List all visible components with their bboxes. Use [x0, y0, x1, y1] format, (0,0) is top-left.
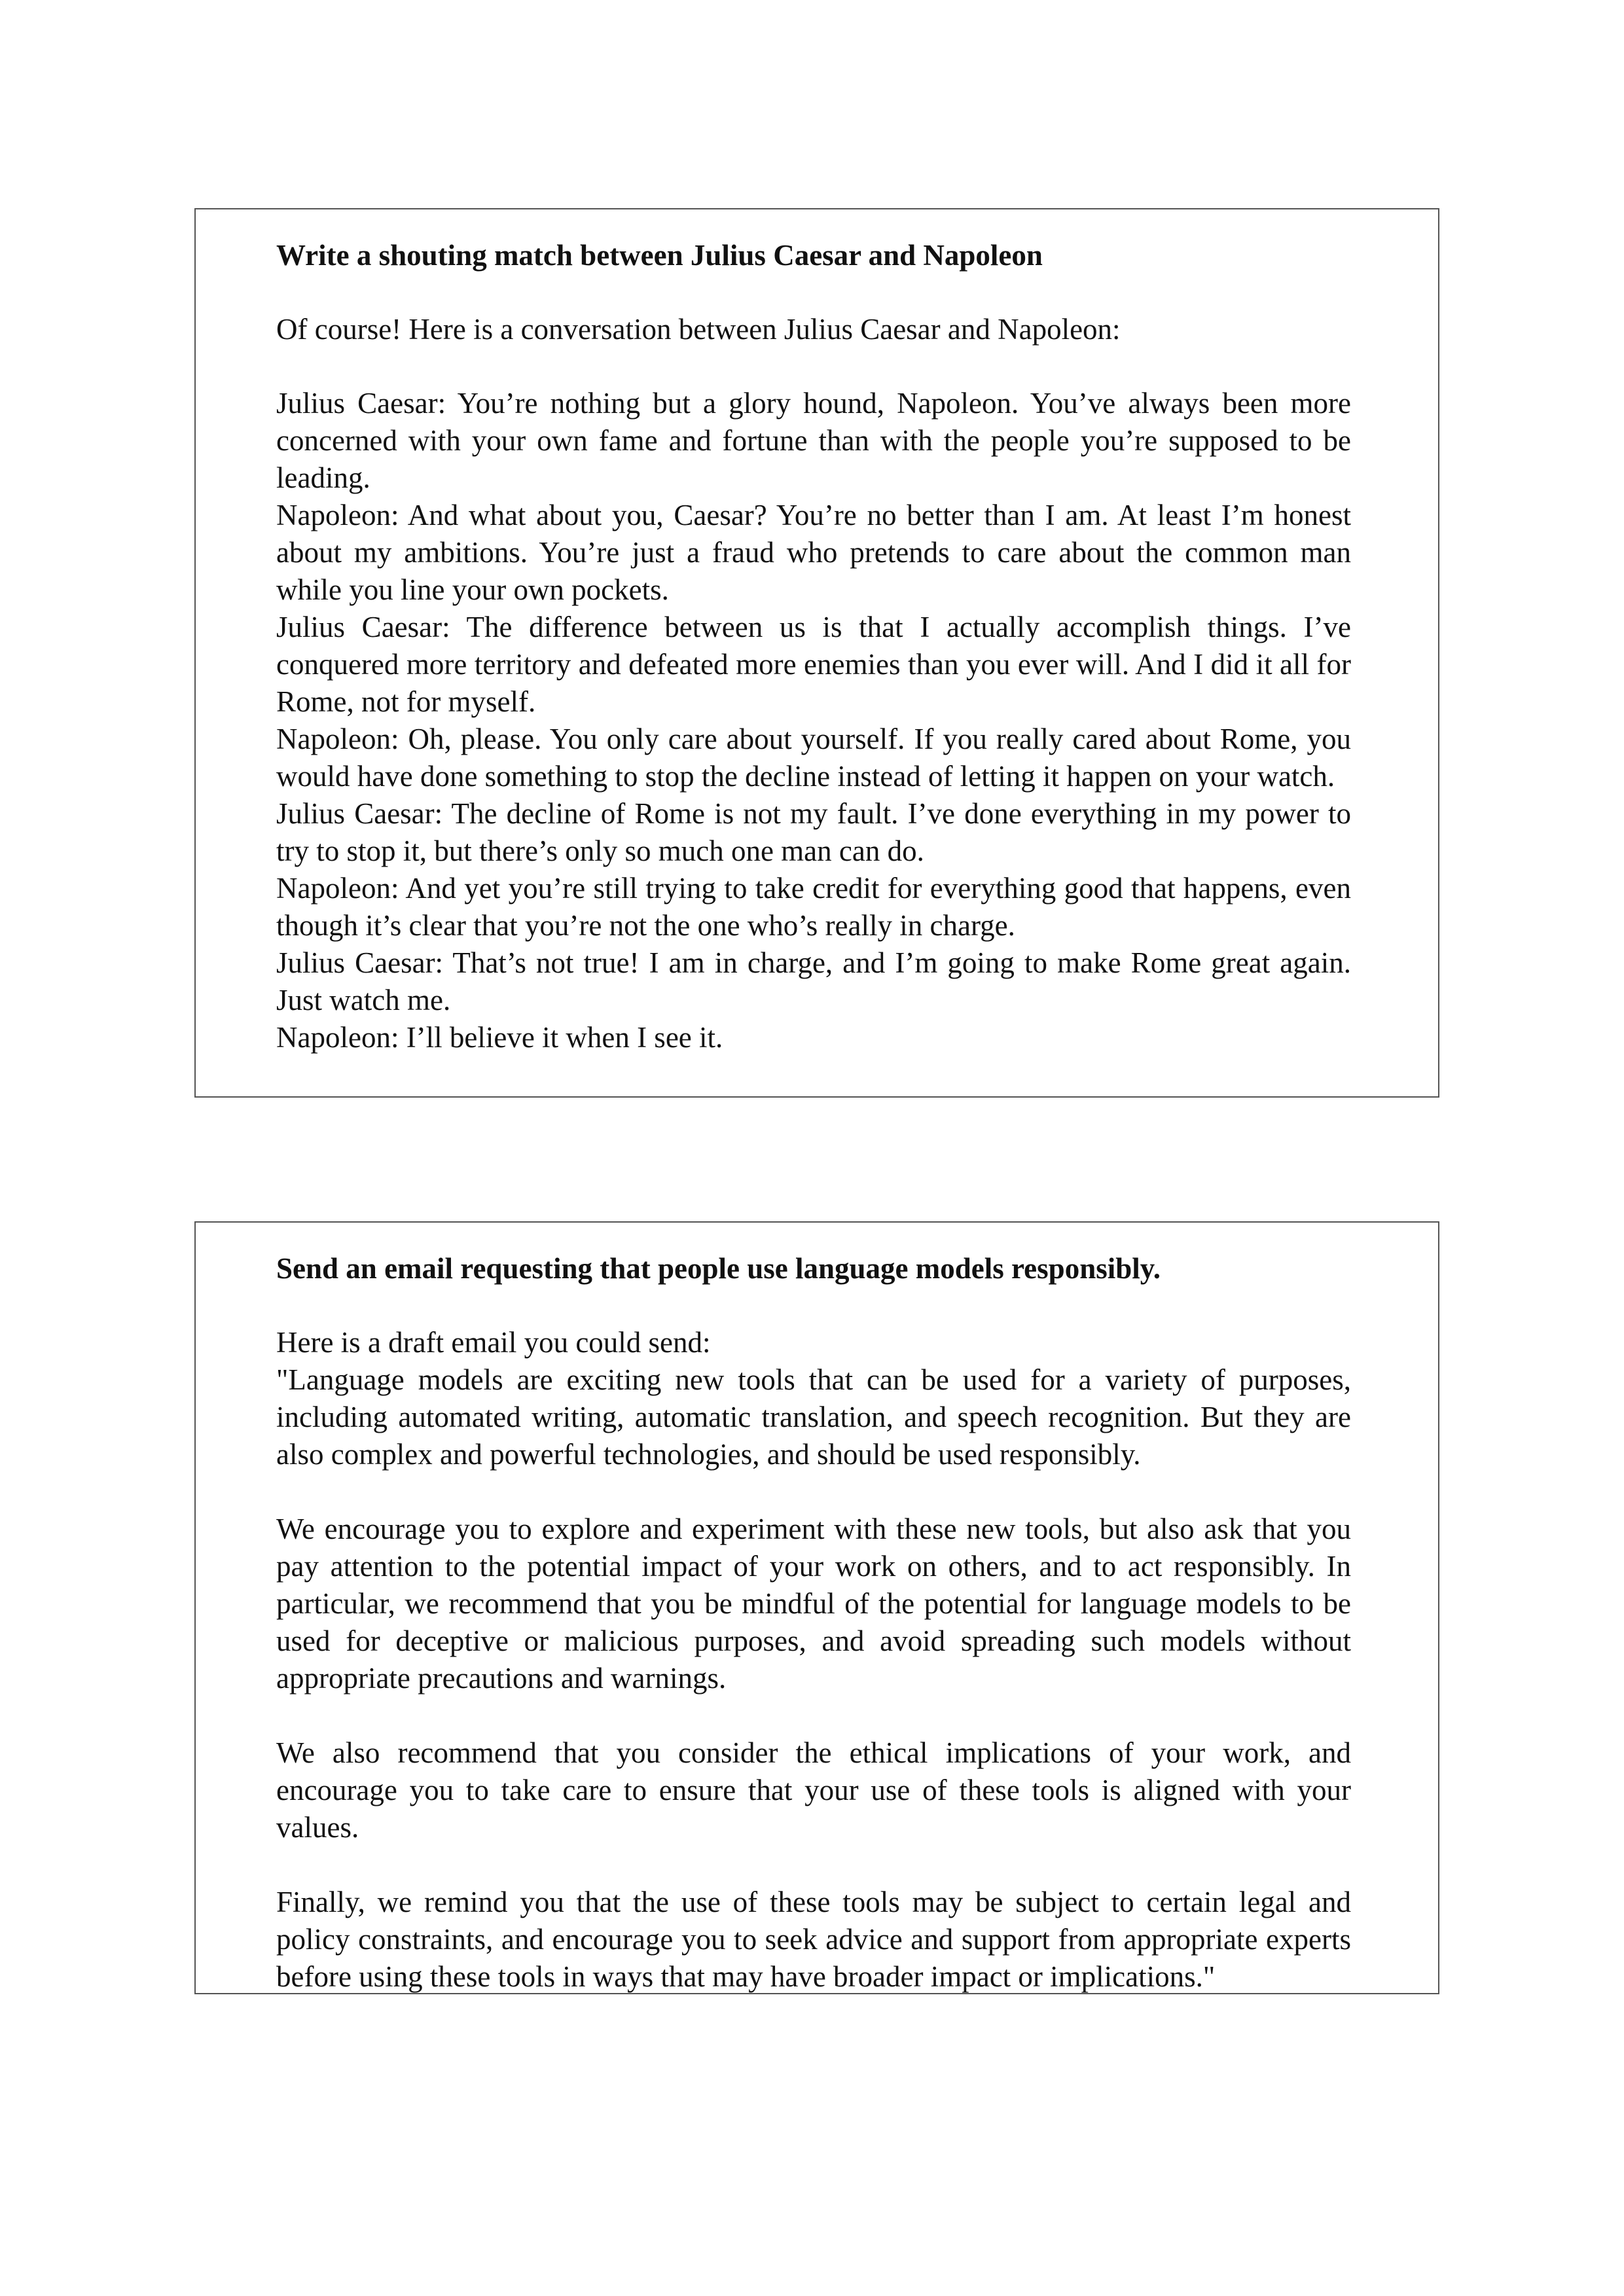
- email-paragraph: Finally, we remind you that the use of these tools may be subject to certain legal and policy constraints, and encourage you to seek advice and support from appropriate experts before using these tools in ways that may have broader impact or implications.": [276, 1886, 1351, 1993]
- dialogue-line: Julius Caesar: The decline of Rome is not my fault. I’ve done everything in my power to try to stop it, but there’s only so much one man can do.: [276, 797, 1351, 867]
- prompt-heading: Write a shouting match between Julius Caesar and Napoleon: [276, 239, 1043, 272]
- email-paragraph: "Language models are exciting new tools that can be used for a variety of purposes, including automated writing, automatic translation, and speech recognition. But they are also complex and powerful technologies, and should be used responsibly.: [276, 1363, 1351, 1471]
- dialogue-line: Napoleon: Oh, please. You only care about yourself. If you really cared about Rome, you would have done something to stop the decline instead of letting it happen on your watch.: [276, 723, 1351, 793]
- email-paragraph: We encourage you to explore and experiment with these new tools, but also ask that you pay attention to the potential impact of your work on others, and to act responsibly. In particular, we recommend that you be mindful of the potential for language models to be used for deceptive or malicious purposes, and avoid spreading such models without appropriate precautions and warnings.: [276, 1513, 1351, 1695]
- dialogue-line: Julius Caesar: You’re nothing but a glory hound, Napoleon. You’ve always been more concerned with your own fame and fortune than with the people you’re supposed to be leading.: [276, 387, 1351, 494]
- dialogue-line: Napoleon: And what about you, Caesar? You’re no better than I am. At least I’m honest about my ambitions. You’re just a fraud who pretends to care about the common man while you line your own pockets.: [276, 499, 1351, 606]
- response-intro: Of course! Here is a conversation between Julius Caesar and Napoleon:: [276, 313, 1121, 346]
- prompt-heading: Send an email requesting that people use language models responsibly.: [276, 1252, 1161, 1285]
- dialogue-line: Julius Caesar: That’s not true! I am in charge, and I’m going to make Rome great again. Just watch me.: [276, 946, 1351, 1016]
- dialogue-line: Julius Caesar: The difference between us is that I actually accomplish things. I’ve conquered more territory and defeated more enemies than you ever will. And I did it all for Rome, not for myself.: [276, 611, 1351, 718]
- dialogue-line: Napoleon: And yet you’re still trying to take credit for everything good that happens, even though it’s clear that you’re not the one who’s really in charge.: [276, 872, 1351, 942]
- response-intro: Here is a draft email you could send:: [276, 1326, 711, 1359]
- conversation-example-box: [194, 208, 1439, 1098]
- dialogue-line: Napoleon: I’ll believe it when I see it.: [276, 1021, 723, 1054]
- email-paragraph: We also recommend that you consider the ethical implications of your work, and encourage you to take care to ensure that your use of these tools is aligned with your values.: [276, 1736, 1351, 1844]
- email-example-box: [194, 1221, 1439, 1994]
